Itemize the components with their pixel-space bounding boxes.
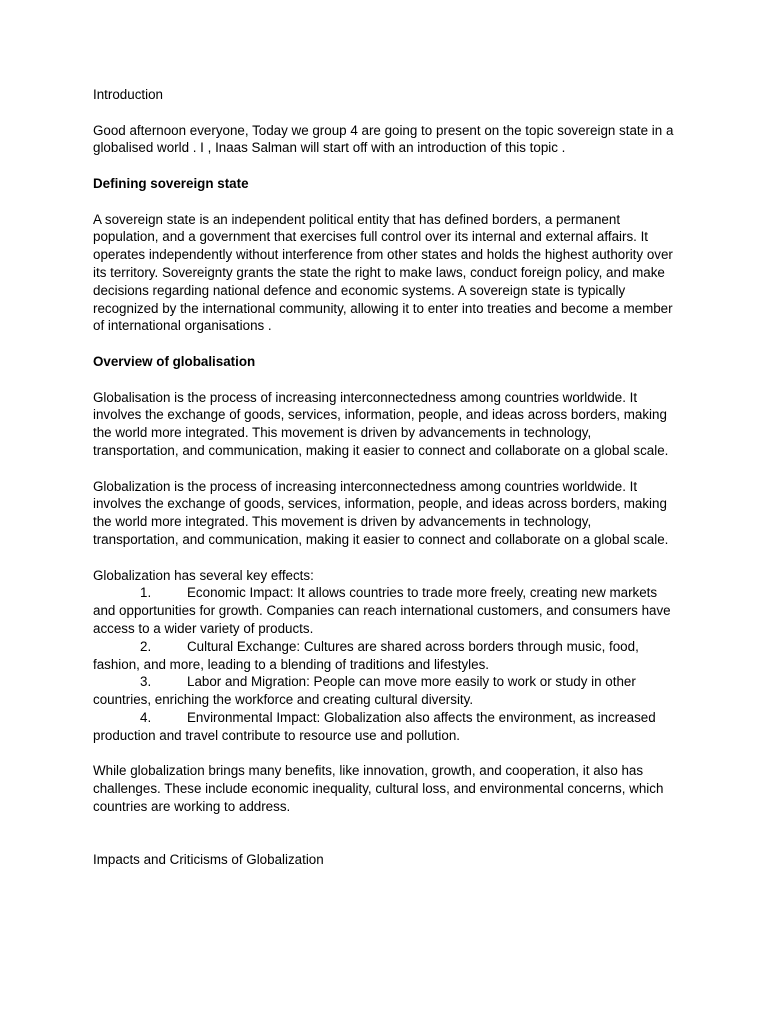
- intro-heading: Introduction: [93, 87, 163, 102]
- list-item-number: 3.: [140, 674, 152, 690]
- sovereign-heading: Defining sovereign state: [93, 175, 249, 191]
- list-item-text: Labor and Migration: People can move more easily to work or study in other countries, enriching the workforce and creating cultural diversity.: [93, 674, 636, 708]
- intro-paragraph: Good afternoon everyone, Today we group 4 are going to present on the topic sovereign state in a globalised world . I , Inaas Salman will start off with an introduction of this topic .: [93, 122, 674, 156]
- list-item: [93, 584, 678, 637]
- list-item-number: 2.: [140, 638, 152, 654]
- list-item: [93, 638, 678, 674]
- globalisation-paragraph-2: Globalization is the process of increasing interconnectedness among countries worldwide. It involves the exchange of goods, services, information, people, and ideas across borders, making the world more integrated. This movement is driven by advancements in technology, transportation, and communication, making it easier to connect and collaborate on a global scale.: [93, 478, 669, 547]
- document-page: [93, 86, 678, 869]
- globalisation-heading: Overview of globalisation: [93, 353, 256, 369]
- list-item-number: 1.: [140, 585, 152, 601]
- list-item-text: Economic Impact: It allows countries to trade more freely, creating new markets and opportunities for growth. Companies can reach international customers, and consumers have access to a wider variety of products.: [93, 585, 671, 636]
- impacts-heading: Impacts and Criticisms of Globalization: [93, 852, 324, 868]
- sovereign-paragraph: A sovereign state is an independent political entity that has defined borders, a permanent population, and a government that exercises full control over its internal and external affairs. It operates independently without interference from other states and holds the highest authority over its territory. Sovereignty grants the state the right to make laws, conduct foreign policy, and make decisions regarding national defence and economic systems. A sovereign state is typically recognized by the international community, allowing it to enter into treaties and become a member of international organisations .: [93, 211, 673, 334]
- list-item: [93, 673, 678, 709]
- effects-intro: Globalization has several key effects:: [93, 567, 314, 583]
- list-item-text: Cultural Exchange: Cultures are shared across borders through music, food, fashion, and more, leading to a blending of traditions and lifestyles.: [93, 638, 639, 672]
- list-item-number: 4.: [140, 709, 152, 725]
- list-item-text: Environmental Impact: Globalization also affects the environment, as increased production and travel contribute to resource use and pollution.: [93, 709, 656, 743]
- conclusion-paragraph: While globalization brings many benefits, like innovation, growth, and cooperation, it also has challenges. These include economic inequality, cultural loss, and environmental concerns, which countries are working to address.: [93, 763, 664, 814]
- globalisation-paragraph-1: Globalisation is the process of increasing interconnectedness among countries worldwide. It involves the exchange of goods, services, information, people, and ideas across borders, making the world more integrated. This movement is driven by advancements in technology, transportation, and communication, making it easier to connect and collaborate on a global scale.: [93, 389, 669, 458]
- list-item: [93, 709, 678, 745]
